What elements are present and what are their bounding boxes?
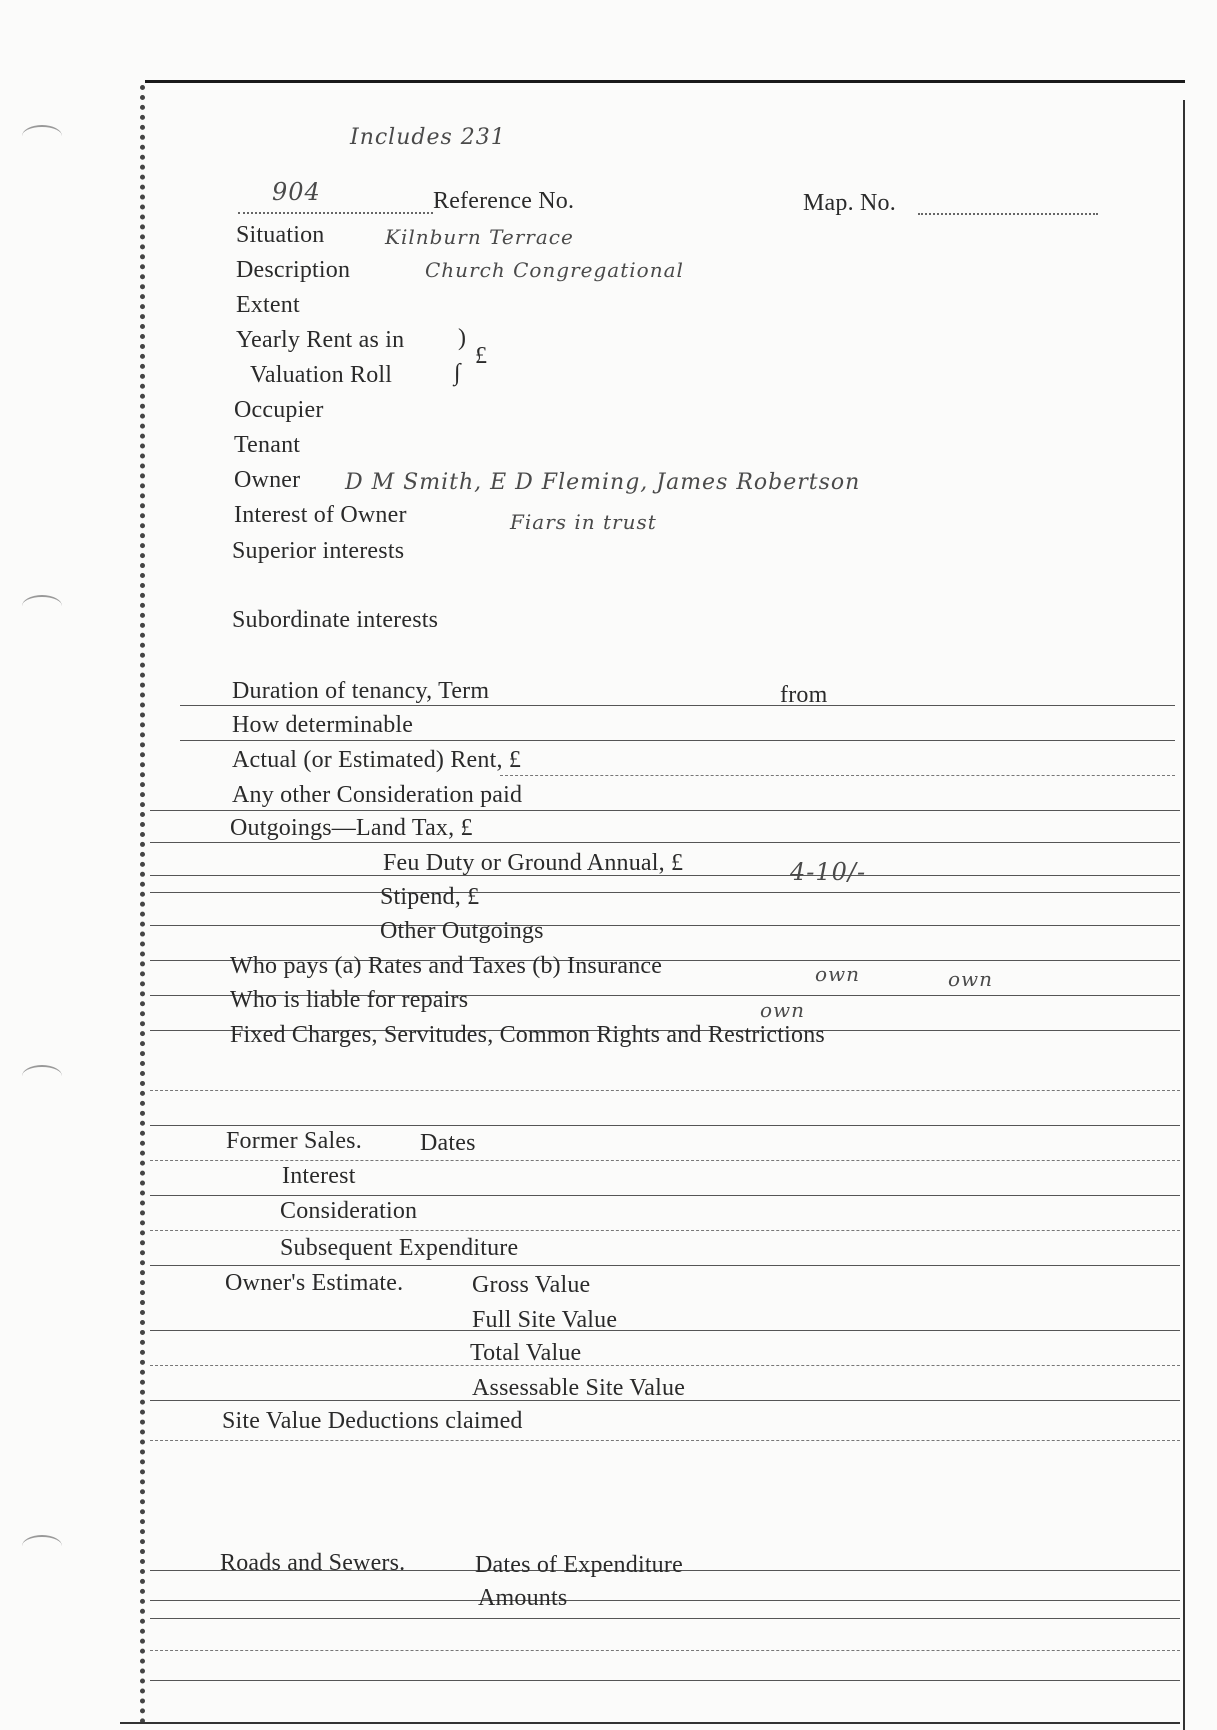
subsequent-expenditure-label: Subsequent Expenditure: [280, 1235, 519, 1261]
stipend-label: Stipend, £: [380, 884, 480, 910]
amounts-label: Amounts: [478, 1585, 568, 1611]
reference-label: Reference No.: [433, 188, 575, 214]
extent-label: Extent: [236, 292, 300, 318]
ruled-line: [120, 1722, 1180, 1724]
punch-hole-mark: [22, 1535, 62, 1557]
description-value: Church Congregational: [425, 258, 684, 282]
owner-label: Owner: [234, 467, 301, 493]
subordinate-interests-label: Subordinate interests: [232, 607, 439, 633]
yearly-rent-label: Yearly Rent as in: [236, 327, 405, 353]
punch-hole-mark: [22, 1065, 62, 1087]
interest-label: Interest: [282, 1163, 356, 1189]
ruled-line: [180, 740, 1175, 741]
right-border: [1183, 100, 1185, 1730]
other-outgoings-label: Other Outgoings: [380, 918, 544, 944]
ruled-line: [150, 1090, 1180, 1091]
reference-number-value: 904: [272, 178, 321, 206]
ruled-line: [150, 1600, 1180, 1601]
site-value-deductions-label: Site Value Deductions claimed: [222, 1408, 523, 1434]
valuation-roll-label: Valuation Roll: [250, 362, 393, 388]
situation-label: Situation: [236, 222, 325, 248]
brace-glyph: ∫: [454, 360, 461, 386]
owner-value: D M Smith, E D Fleming, James Robertson: [345, 470, 861, 495]
insurance-payer-value: own: [948, 967, 994, 991]
feu-duty-value: 4-10/-: [790, 858, 867, 886]
feu-duty-label: Feu Duty or Ground Annual, £: [383, 850, 684, 876]
interest-of-owner-value: Fiars in trust: [510, 510, 657, 534]
full-site-value-label: Full Site Value: [472, 1307, 618, 1333]
land-tax-label: Outgoings—Land Tax, £: [230, 815, 473, 841]
ruled-line: [150, 1160, 1180, 1161]
ruled-line: [150, 842, 1180, 843]
situation-value: Kilnburn Terrace: [385, 225, 574, 249]
how-determinable-label: How determinable: [232, 712, 414, 738]
occupier-label: Occupier: [234, 397, 324, 423]
reference-dotted-line: [238, 212, 433, 214]
former-sales-label: Former Sales.: [226, 1128, 362, 1154]
ruled-line: [150, 1680, 1180, 1681]
repairs-value: own: [760, 998, 806, 1022]
map-label: Map. No.: [803, 190, 896, 216]
assessable-site-value-label: Assessable Site Value: [472, 1375, 686, 1401]
other-consideration-label: Any other Consideration paid: [232, 782, 523, 808]
ruled-line: [150, 1330, 1180, 1331]
interest-of-owner-label: Interest of Owner: [234, 502, 407, 528]
ruled-line: [150, 1265, 1180, 1266]
punch-hole-mark: [22, 595, 62, 617]
ruled-line: [150, 1125, 1180, 1126]
ruled-line: [150, 810, 1180, 811]
rates-payer-value: own: [815, 962, 861, 986]
duration-from-label: from: [780, 682, 828, 708]
left-binding-edge: [140, 85, 145, 1725]
annotation-includes: Includes 231: [350, 125, 506, 150]
map-dotted-line: [918, 213, 1098, 215]
ruled-line: [150, 1440, 1180, 1441]
consideration-label: Consideration: [280, 1198, 418, 1224]
fixed-charges-label: Fixed Charges, Servitudes, Common Rights and Restrictions: [230, 1022, 825, 1048]
duration-label: Duration of tenancy, Term: [232, 678, 490, 704]
ruled-line: [150, 892, 1180, 893]
description-label: Description: [236, 257, 351, 283]
ruled-line: [150, 1365, 1180, 1366]
former-sales-dates-label: Dates: [420, 1130, 476, 1156]
actual-rent-label: Actual (or Estimated) Rent, £: [232, 747, 522, 773]
who-pays-label: Who pays (a) Rates and Taxes (b) Insurance: [230, 953, 663, 979]
ruled-line: [150, 1618, 1180, 1619]
ruled-line: [150, 925, 1180, 926]
superior-interests-label: Superior interests: [232, 538, 405, 564]
ruled-line: [500, 775, 1175, 776]
ruled-line: [150, 1650, 1180, 1651]
roads-dates-label: Dates of Expenditure: [475, 1552, 683, 1578]
owners-estimate-label: Owner's Estimate.: [225, 1270, 404, 1296]
tenant-label: Tenant: [234, 432, 301, 458]
ruled-line: [150, 1195, 1180, 1196]
punch-hole-mark: [22, 125, 62, 147]
repairs-label: Who is liable for repairs: [230, 987, 469, 1013]
brace-glyph: ): [458, 325, 467, 351]
roads-sewers-label: Roads and Sewers.: [220, 1550, 406, 1576]
total-value-label: Total Value: [470, 1340, 582, 1366]
currency-sign: £: [475, 343, 488, 369]
top-border: [145, 80, 1185, 83]
ruled-line: [180, 705, 1175, 706]
ruled-line: [150, 1230, 1180, 1231]
gross-value-label: Gross Value: [472, 1272, 591, 1298]
